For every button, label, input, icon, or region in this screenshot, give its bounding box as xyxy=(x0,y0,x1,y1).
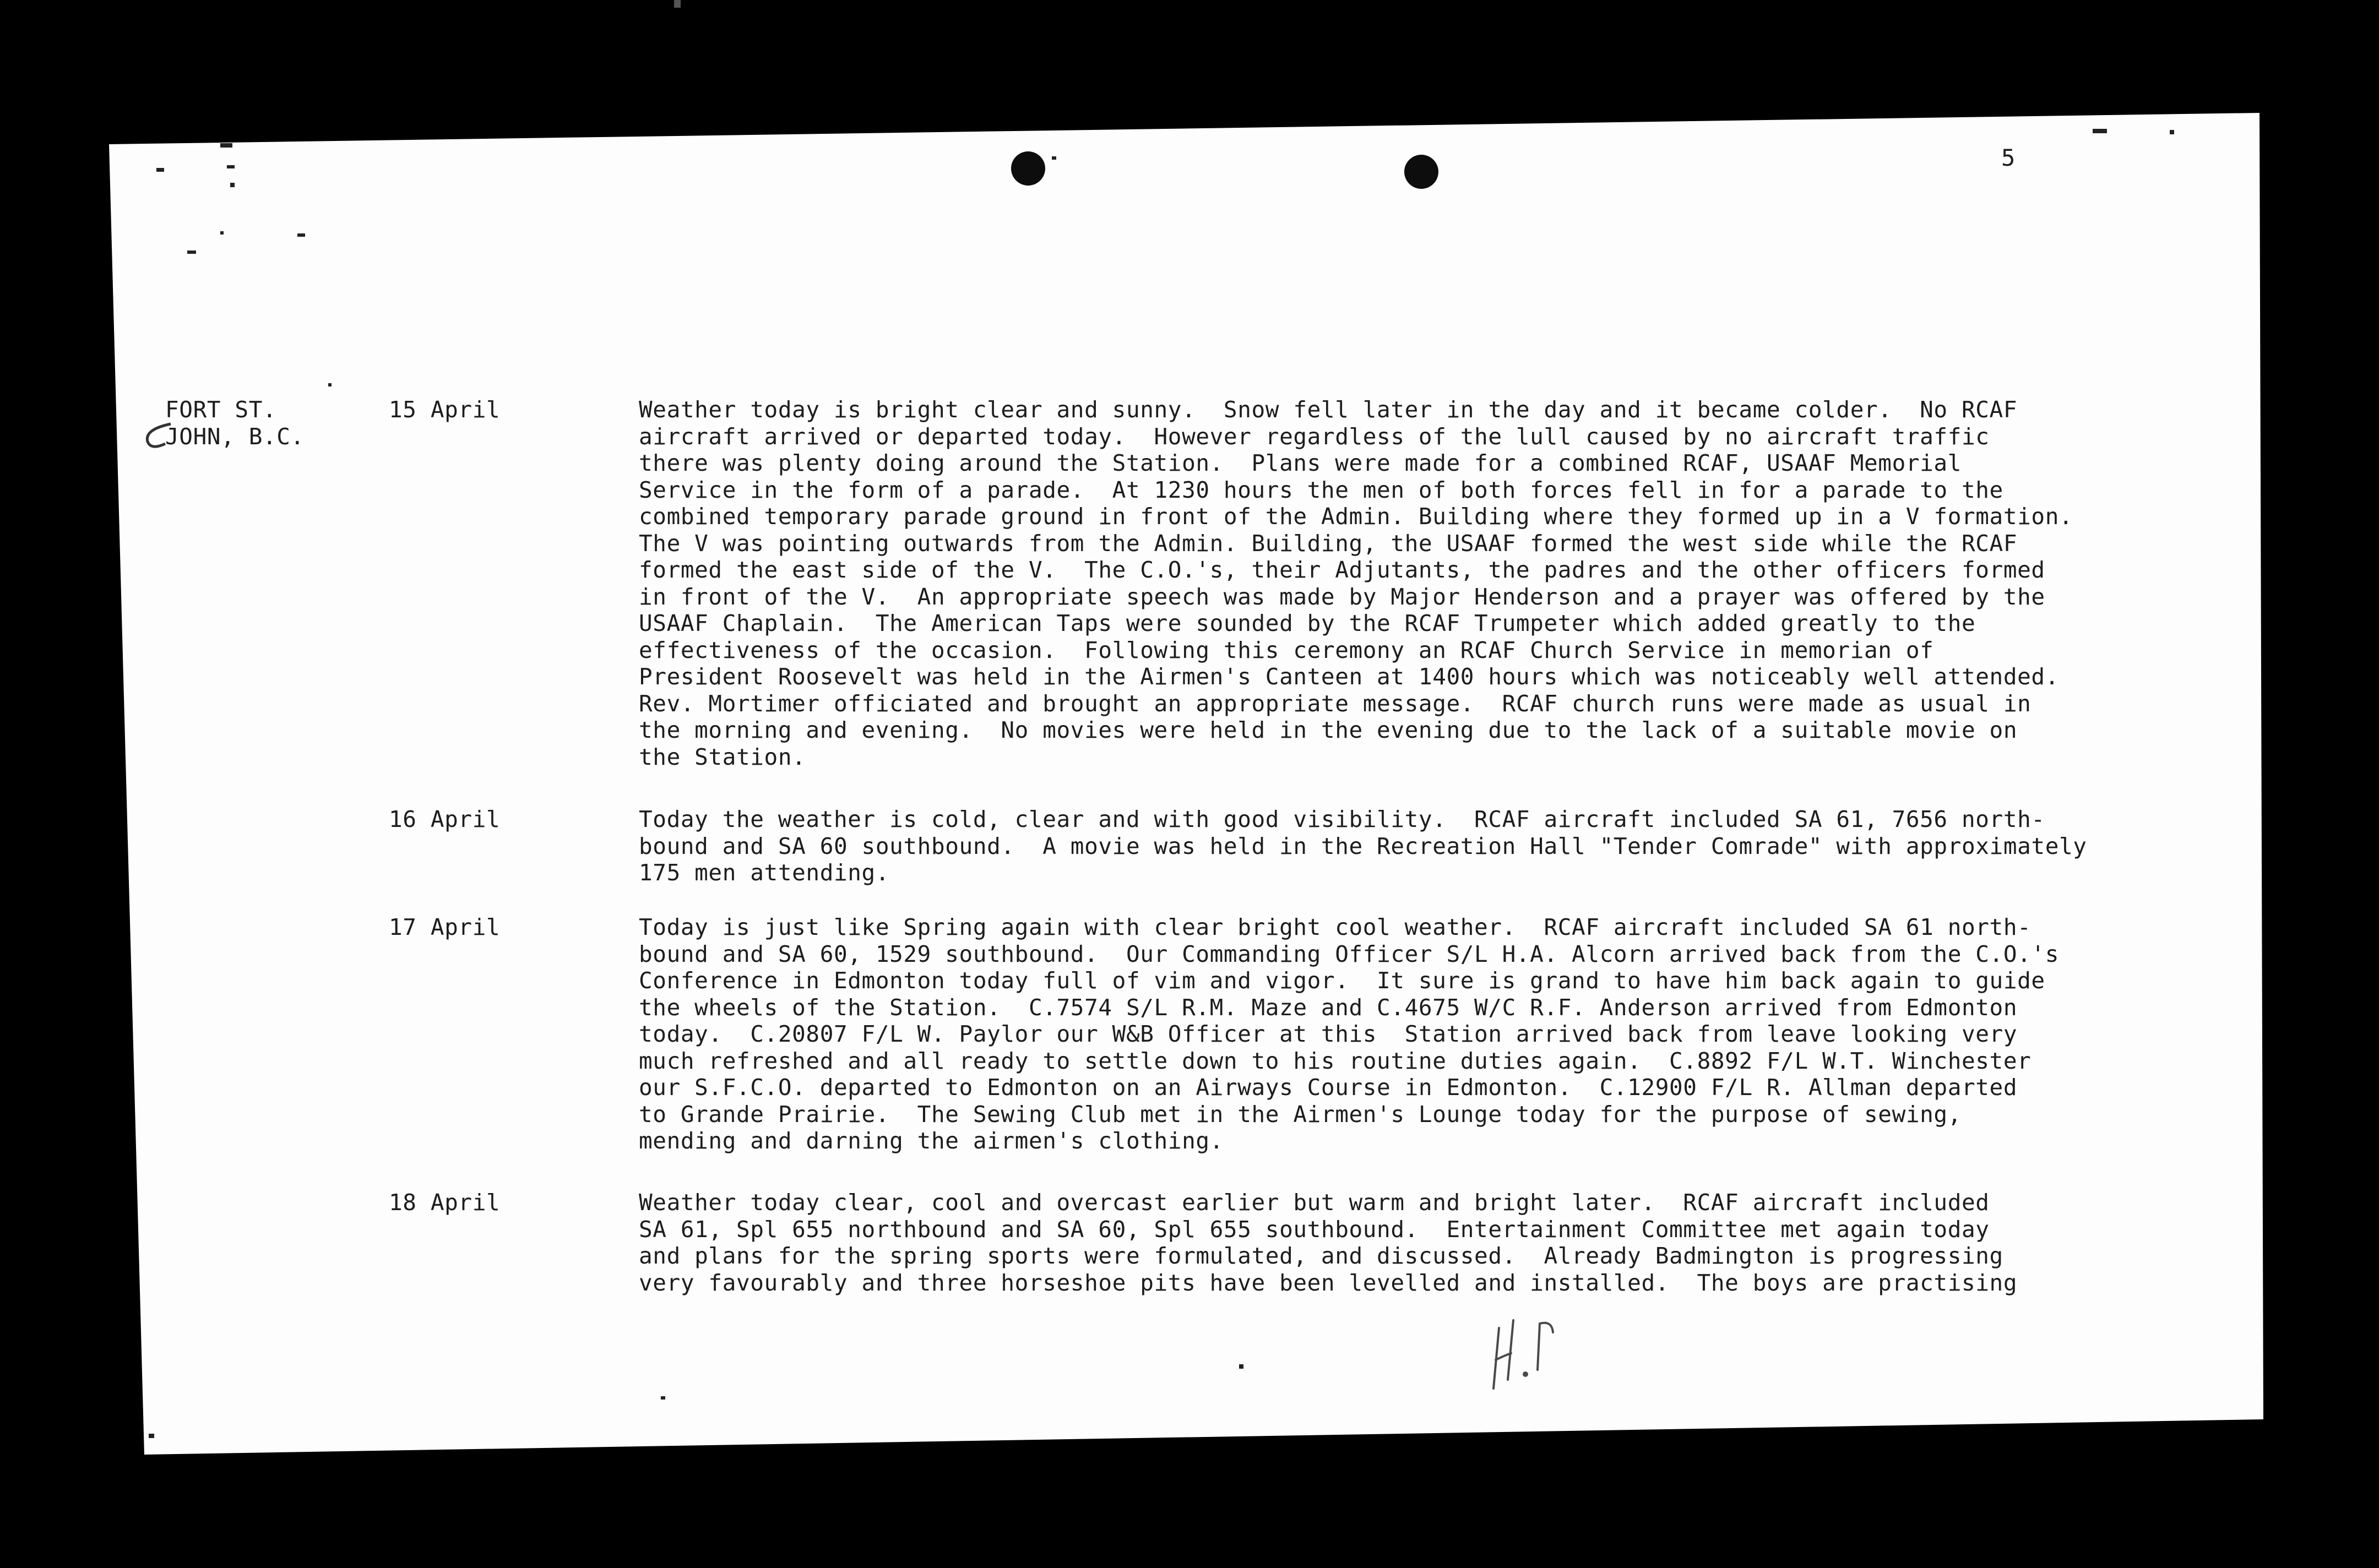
entry-line: much refreshed and all ready to settle down to his routine duties again. C.8892 F/L W.T. Winchester xyxy=(639,1047,2032,1074)
entry-line: bound and SA 60 southbound. A movie was held in the Recreation Hall "Tender Comrade" with approximately xyxy=(639,832,2087,859)
entry-line: very favourably and three horseshoe pits have been levelled and installed. The boys are practising xyxy=(639,1269,2018,1296)
entry-date: 18 April xyxy=(389,1189,501,1216)
entry-line: Service in the form of a parade. At 1230 hours the men of both forces fell in for a parade to the xyxy=(639,476,2003,503)
entry-line: bound and SA 60, 1529 southbound. Our Commanding Officer S/L H.A. Alcorn arrived back from the C.O.'s xyxy=(639,940,2059,967)
entry-line: Today is just like Spring again with clear bright cool weather. RCAF aircraft included SA 61 north- xyxy=(639,914,2032,940)
entry-line: and plans for the spring sports were formulated, and discussed. Already Badmington is progressing xyxy=(639,1243,2003,1269)
entry-line: Today the weather is cold, clear and with good visibility. RCAF aircraft included SA 61, 7656 north- xyxy=(639,806,2045,832)
entry-line: our S.F.C.O. departed to Edmonton on an Airways Course in Edmonton. C.12900 F/L R. Allman departed xyxy=(639,1074,2018,1101)
entry-line: Weather today is bright clear and sunny. Snow fell later in the day and it became colder. No RCAF xyxy=(639,396,2018,423)
top-edge-mark xyxy=(674,0,681,8)
entry-line: the Station. xyxy=(639,743,806,770)
entry-line: combined temporary parade ground in front of the Admin. Building where they formed up in a V formation. xyxy=(639,503,2073,530)
entry-line: the wheels of the Station. C.7574 S/L R.M. Maze and C.4675 W/C R.F. Anderson arrived from Edmonton xyxy=(639,994,2018,1021)
entry-line: formed the east side of the V. The C.O.'s, their Adjutants, the padres and the other officers formed xyxy=(639,557,2045,583)
page-number: 5 xyxy=(2001,144,2016,171)
entry-line: USAAF Chaplain. The American Taps were sounded by the RCAF Trumpeter which added greatly to the xyxy=(639,610,1976,636)
entry-line: to Grande Prairie. The Sewing Club met in the Airmen's Lounge today for the purpose of sewing, xyxy=(639,1101,1962,1128)
entry-line: 175 men attending. xyxy=(639,859,890,886)
location-line: JOHN, B.C. xyxy=(165,423,305,450)
entry-text xyxy=(639,1189,2017,1296)
location-label xyxy=(165,396,305,450)
punch-hole-left xyxy=(1011,151,1045,186)
entry-line: Conference in Edmonton today full of vim and vigor. It sure is grand to have him back again to guide xyxy=(639,967,2045,994)
entry-line: President Roosevelt was held in the Airmen's Canteen at 1400 hours which was noticeably well attended. xyxy=(639,663,2059,690)
entry-line: Weather today clear, cool and overcast earlier but warm and bright later. RCAF aircraft included xyxy=(639,1189,1990,1216)
entry-line: today. C.20807 F/L W. Paylor our W&B Officer at this Station arrived back from leave looking very xyxy=(639,1021,2018,1047)
entry-line: the morning and evening. No movies were held in the evening due to the lack of a suitable movie on xyxy=(639,717,2018,743)
entry-line: The V was pointing outwards from the Admin. Building, the USAAF formed the west side while the RCAF xyxy=(639,530,2018,557)
entry-date: 17 April xyxy=(389,914,501,940)
location-line: FORT ST. xyxy=(165,396,277,423)
entry-line: effectiveness of the occasion. Following this ceremony an RCAF Church Service in memorian of xyxy=(639,636,1934,663)
entry-line: mending and darning the airmen's clothing. xyxy=(639,1128,1224,1154)
punch-hole-right xyxy=(1404,155,1438,189)
entry-date: 15 April xyxy=(389,396,501,423)
entry-line: aircraft arrived or departed today. However regardless of the lull caused by no aircraft traffic xyxy=(639,423,1990,450)
entry-text xyxy=(639,396,2073,770)
entry-text xyxy=(639,914,2059,1155)
entry-line: SA 61, Spl 655 northbound and SA 60, Spl 655 southbound. Entertainment Committee met again today xyxy=(639,1216,1990,1243)
entry-date: 16 April xyxy=(389,806,501,832)
entry-line: in front of the V. An appropriate speech was made by Major Henderson and a prayer was offered by the xyxy=(639,583,2045,610)
entry-text xyxy=(639,806,2087,886)
entry-line: Rev. Mortimer officiated and brought an appropriate message. RCAF church runs were made as usual in xyxy=(639,690,2032,717)
entry-line: there was plenty doing around the Station. Plans were made for a combined RCAF, USAAF Memorial xyxy=(639,450,1962,476)
